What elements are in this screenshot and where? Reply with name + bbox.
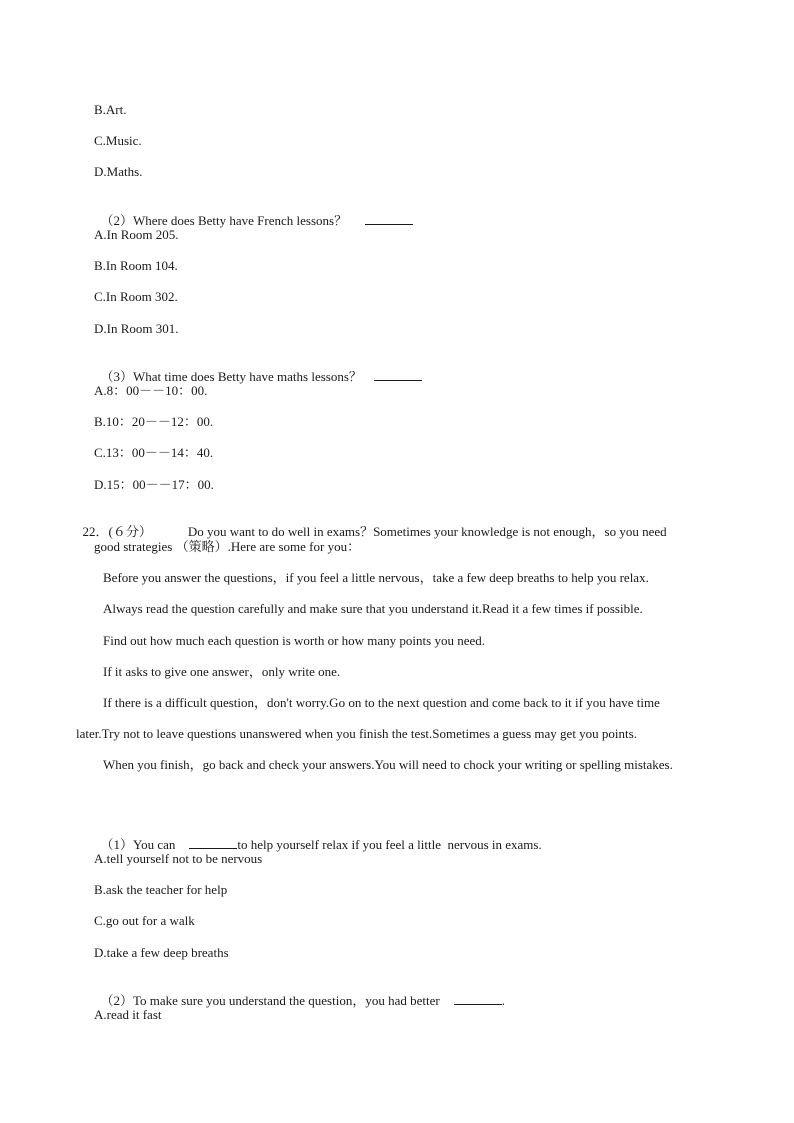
option-c-music: C.Music. [94, 133, 142, 148]
passage-paragraph: If it asks to give one answer，only write one. [103, 664, 341, 679]
option-b-room-104: B.In Room 104. [94, 258, 178, 273]
answer-blank [454, 992, 502, 1005]
question-2-text: （2）Where does Betty have French lessons？ [100, 213, 348, 228]
passage-paragraph-continued: later.Try not to leave questions unanswered when you finish the test.Sometimes a guess may get you points. [76, 726, 637, 741]
sub-question-2-tail: . [501, 993, 505, 1008]
answer-blank [365, 212, 413, 225]
passage-intro: Do you want to do well in exams？Sometimes your knowledge is not enough，so you need [187, 524, 667, 539]
answer-blank [189, 836, 237, 849]
question-2-stem [94, 196, 413, 229]
question-3-stem [94, 352, 422, 385]
question-3-text: （3）What time does Betty have maths lessons？ [100, 369, 362, 384]
option-c-room-302: C.In Room 302. [94, 289, 178, 304]
option-b-time: B.10：20－－12：00. [94, 414, 214, 429]
option-a-room-205: A.In Room 205. [94, 227, 179, 242]
option-b: B.ask the teacher for help [94, 882, 228, 897]
question-number: 22．(６分） [82, 524, 152, 539]
passage-paragraph: Find out how much each question is worth or how many points you need. [103, 633, 486, 648]
option-a-time: A.8：00－－10：00. [94, 383, 208, 398]
passage-paragraph: Before you answer the questions，if you feel a little nervous，take a few deep breaths to help you relax. [103, 570, 649, 585]
sub-question-2-stem [94, 976, 505, 1009]
option-a: A.tell yourself not to be nervous [94, 851, 263, 866]
passage-paragraph: When you finish，go back and check your answers.You will need to chock your writing or spelling mistakes. [103, 757, 673, 772]
passage-intro-continued: good strategies （策略）.Here are some for you： [94, 539, 361, 554]
sub-question-1-text-a: （1）You can [100, 837, 176, 852]
answer-blank [374, 368, 422, 381]
option-c-time: C.13：00－－14：40. [94, 445, 214, 460]
option-d-maths: D.Maths. [94, 164, 143, 179]
option-d-time: D.15：00－－17：00. [94, 477, 214, 492]
sub-question-1-stem [94, 820, 542, 853]
sub-question-1-text-b: to help yourself relax if you feel a little nervous in exams. [237, 837, 542, 852]
sub-question-2-text: （2）To make sure you understand the question，you had better [100, 993, 440, 1008]
option-a: A.read it fast [94, 1007, 162, 1022]
passage-paragraph: Always read the question carefully and make sure that you understand it.Read it a few times if possible. [103, 601, 643, 616]
option-d: D.take a few deep breaths [94, 945, 229, 960]
option-b-art: B.Art. [94, 102, 127, 117]
option-c: C.go out for a walk [94, 913, 195, 928]
passage-paragraph: If there is a difficult question，don't worry.Go on to the next question and come back to it if you have time [103, 695, 660, 710]
question-22-header [76, 508, 667, 540]
option-d-room-301: D.In Room 301. [94, 321, 179, 336]
